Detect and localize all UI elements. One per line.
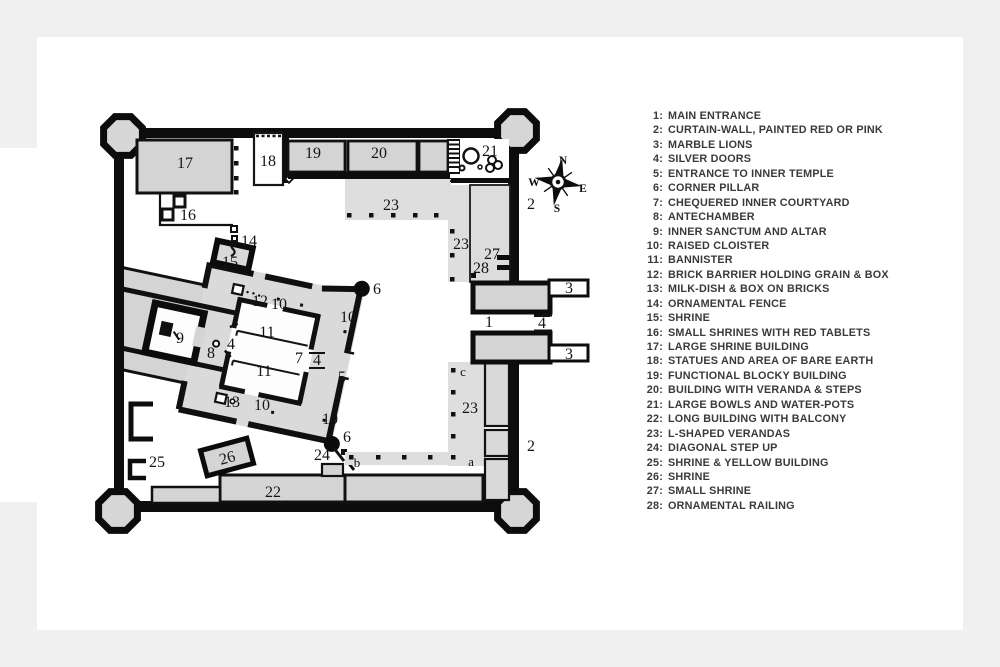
water-pot-2 xyxy=(478,165,482,169)
legend-label: LARGE BOWLS AND WATER-POTS xyxy=(668,398,855,411)
legend-number: 13: xyxy=(646,283,663,296)
plan-label-17: 17 xyxy=(177,155,193,172)
legend-row xyxy=(642,442,942,456)
legend-label: CORNER PILLAR xyxy=(668,182,760,195)
shrine-17-dots xyxy=(234,146,239,195)
legend-label: RAISED CLOISTER xyxy=(668,239,770,252)
legend-label: CURTAIN-WALL, PAINTED RED OR PINK xyxy=(668,124,883,137)
plan-label-25: 25 xyxy=(149,454,165,471)
legend-row xyxy=(642,327,942,341)
plan-label-23: 23 xyxy=(383,197,399,214)
legend-label: INNER SANCTUM AND ALTAR xyxy=(668,225,827,238)
plan-label-20: 20 xyxy=(371,145,387,162)
legend-row xyxy=(642,413,942,427)
legend-number: 24: xyxy=(646,442,663,455)
building-22-step xyxy=(322,464,343,476)
legend-row xyxy=(642,428,942,442)
legend-row xyxy=(642,312,942,326)
legend-number: 16: xyxy=(646,326,663,339)
gate-room-bottom xyxy=(473,333,550,362)
legend-row xyxy=(642,298,942,312)
legend-label: MARBLE LIONS xyxy=(668,138,753,151)
legend-label: CHEQUERED INNER COURTYARD xyxy=(668,196,850,209)
plan-label-10: 10 xyxy=(340,309,356,326)
plan-label-13: 13 xyxy=(224,394,240,411)
legend-label: LARGE SHRINE BUILDING xyxy=(668,341,809,353)
plan-label-4: 4 xyxy=(313,352,321,369)
legend-number: 2: xyxy=(652,124,663,137)
legend-number: 20: xyxy=(646,384,663,397)
plan-label-8: 8 xyxy=(207,345,215,362)
right-room-2 xyxy=(485,430,509,456)
legend-label: BUILDING WITH VERANDA & STEPS xyxy=(668,384,862,397)
legend-label: SMALL SHRINES WITH RED TABLETS xyxy=(668,326,871,339)
plan-label-10: 10 xyxy=(322,411,338,428)
plan-label-23: 23 xyxy=(453,236,469,253)
legend-row xyxy=(642,110,942,124)
legend-row xyxy=(642,124,942,138)
legend-label: FUNCTIONAL BLOCKY BUILDING xyxy=(668,369,847,382)
legend-row xyxy=(642,240,942,254)
long-building-22 xyxy=(220,475,483,502)
low-building-left xyxy=(152,487,220,503)
legend xyxy=(642,110,942,514)
plan-label-10: 10 xyxy=(254,397,270,414)
plan-label-15: 15 xyxy=(222,254,238,271)
steps-ladder xyxy=(448,140,460,173)
legend-label: BRICK BARRIER HOLDING GRAIN & BOX xyxy=(668,268,889,281)
legend-row xyxy=(642,355,942,369)
curtain-wall-left xyxy=(114,148,124,501)
curtain-wall-top xyxy=(135,128,510,138)
plan-label-3: 3 xyxy=(565,280,573,297)
legend-number: 10: xyxy=(646,239,663,252)
legend-number: 19: xyxy=(646,369,663,382)
legend-label: SHRINE xyxy=(668,312,710,325)
legend-row xyxy=(642,182,942,196)
legend-row xyxy=(642,399,942,413)
legend-number: 18: xyxy=(646,355,663,368)
legend-row xyxy=(642,254,942,268)
plan-label-c: c xyxy=(460,364,466,379)
plan-label-26: 26 xyxy=(217,448,238,469)
plan-label-11: 11 xyxy=(256,363,272,380)
plan-label-16: 16 xyxy=(180,207,196,224)
veranda-building-annex xyxy=(419,141,448,172)
legend-label: MILK-DISH & BOX ON BRICKS xyxy=(668,283,830,296)
legend-number: 28: xyxy=(646,499,663,512)
plan-label-6: 6 xyxy=(343,429,351,446)
plan-label-10: 10 xyxy=(271,296,287,313)
legend-number: 11: xyxy=(647,254,663,267)
legend-row xyxy=(642,269,942,283)
building-20-base-wall xyxy=(288,172,450,179)
legend-row xyxy=(642,211,942,225)
water-pot-1 xyxy=(460,166,465,171)
legend-number: 5: xyxy=(652,167,663,180)
legend-row xyxy=(642,168,942,182)
legend-label: LONG BUILDING WITH BALCONY xyxy=(668,413,847,426)
legend-row xyxy=(642,500,942,514)
plan-label-b: b xyxy=(353,455,361,470)
plan-label-12: 12 xyxy=(252,293,268,310)
legend-row xyxy=(642,139,942,153)
legend-row xyxy=(642,457,942,471)
legend-row xyxy=(642,485,942,499)
legend-number: 27: xyxy=(646,485,663,498)
legend-row xyxy=(642,341,942,355)
compass-s: S xyxy=(553,203,561,215)
legend-number: 25: xyxy=(646,456,663,469)
legend-number: 14: xyxy=(646,297,663,310)
large-bowl xyxy=(464,149,479,164)
bowls-area-base-wall xyxy=(448,178,512,183)
legend-number: 3: xyxy=(652,138,663,151)
plan-label-a: a xyxy=(468,454,474,469)
plan-label-1: 1 xyxy=(485,314,493,331)
fence-post-1 xyxy=(231,226,237,232)
legend-label: SHRINE & YELLOW BUILDING xyxy=(668,456,829,469)
legend-label: DIAGONAL STEP UP xyxy=(668,442,778,455)
red-tablet-shrine-2 xyxy=(162,209,173,220)
legend-label: L-SHAPED VERANDAS xyxy=(668,427,791,440)
plan-label-7: 7 xyxy=(295,350,303,367)
shrine-25-lower xyxy=(130,461,146,478)
legend-label: STATUES AND AREA OF BARE EARTH xyxy=(668,355,874,368)
legend-row xyxy=(642,471,942,485)
brick-barrier-box xyxy=(232,284,244,295)
veranda-bottom xyxy=(345,452,486,465)
legend-label: ANTECHAMBER xyxy=(668,211,755,224)
compass-n: N xyxy=(558,155,568,167)
legend-number: 22: xyxy=(646,413,663,426)
compass-w: W xyxy=(528,177,540,189)
legend-number: 7: xyxy=(652,196,663,209)
plan-label-4: 4 xyxy=(227,336,235,353)
plan-label-18: 18 xyxy=(260,153,276,170)
legend-row xyxy=(642,153,942,167)
plan-label-3: 3 xyxy=(565,346,573,363)
tower-bottom-left xyxy=(99,492,138,531)
plan-label-9: 9 xyxy=(176,330,184,347)
legend-number: 21: xyxy=(646,398,663,411)
compass-e: E xyxy=(579,183,587,195)
plan-label-2: 2 xyxy=(527,196,535,213)
legend-number: 8: xyxy=(652,211,663,224)
plan-label-27: 27 xyxy=(484,246,500,263)
plan-label-28: 28 xyxy=(473,260,489,277)
plan-label-11: 11 xyxy=(259,324,275,341)
legend-row xyxy=(642,226,942,240)
legend-label: SHRINE xyxy=(668,470,710,483)
plan-label-6: 6 xyxy=(373,281,381,298)
legend-number: 9: xyxy=(652,225,663,238)
plan-label-23: 23 xyxy=(462,400,478,417)
left-wall-mask xyxy=(0,148,114,502)
legend-number: 15: xyxy=(646,312,663,325)
legend-row xyxy=(642,370,942,384)
legend-label: SMALL SHRINE xyxy=(668,485,752,498)
legend-number: 4: xyxy=(652,153,663,166)
gate-room-top xyxy=(473,283,550,312)
legend-label: BANNISTER xyxy=(668,254,733,267)
right-room-1 xyxy=(485,362,509,426)
legend-label: ORNAMENTAL RAILING xyxy=(668,499,795,512)
legend-label: ORNAMENTAL FENCE xyxy=(668,297,787,310)
shrine-25-upper xyxy=(131,404,153,439)
plan-label-14: 14 xyxy=(241,233,257,250)
plan-label-4: 4 xyxy=(538,315,546,332)
legend-number: 17: xyxy=(646,341,663,353)
ornamental-railing-28-mark xyxy=(497,265,510,270)
plan-label-21: 21 xyxy=(482,143,498,160)
plan-label-2: 2 xyxy=(527,438,535,455)
legend-label: MAIN ENTRANCE xyxy=(668,110,762,122)
plan-label-24: 24 xyxy=(314,447,330,464)
legend-label: SILVER DOORS xyxy=(668,153,752,166)
plan-label-19: 19 xyxy=(305,145,321,162)
legend-number: 6: xyxy=(652,182,663,195)
legend-label: ENTRANCE TO INNER TEMPLE xyxy=(668,167,834,180)
legend-number: 12: xyxy=(646,268,663,281)
legend-row xyxy=(642,197,942,211)
legend-number: 23: xyxy=(646,427,663,440)
legend-number: 1: xyxy=(652,110,663,122)
legend-row xyxy=(642,384,942,398)
plan-label-5: 5 xyxy=(338,369,346,386)
legend-row xyxy=(642,283,942,297)
plan-label-22: 22 xyxy=(265,484,281,501)
legend-number: 26: xyxy=(646,470,663,483)
right-room-3 xyxy=(485,459,509,500)
red-tablet-shrine-1 xyxy=(174,196,185,207)
